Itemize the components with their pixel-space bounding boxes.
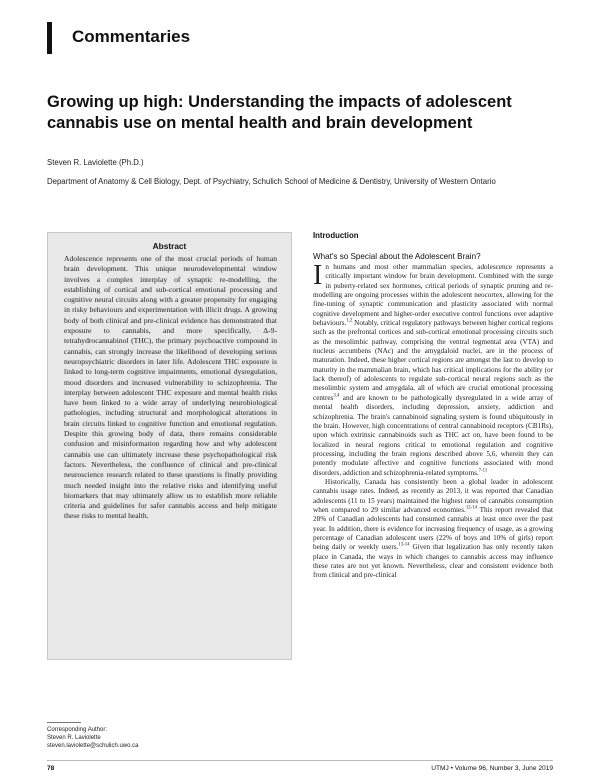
body-paragraph-2 xyxy=(313,478,553,581)
citation-ref: 13-14 xyxy=(398,542,410,548)
correspondence-email[interactable]: steven.laviolette@schulich.uwo.ca xyxy=(47,743,139,749)
section-marker-bar xyxy=(47,22,52,54)
abstract-box xyxy=(47,232,292,660)
author-affiliation: Department of Anatomy & Cell Biology, Dept. of Psychiatry, Schulich School of Medicine & Dentistry, University of Western Ontario xyxy=(47,177,496,186)
drop-cap: I xyxy=(313,260,323,291)
author-name: Steven R. Laviolette (Ph.D.) xyxy=(47,158,144,167)
page-number: 78 xyxy=(47,765,55,772)
body-column xyxy=(313,260,553,581)
body-paragraph-1 xyxy=(313,260,553,478)
body-text: This report revealed that 28% of Canadian adolescents had consumed cannabis at least once over the past year. In addition, there is evidence for increasing frequency of usage, as a growing percentage of Canadian adolescent users (22% of boys and 10% of girls) report being daily or weekly users. xyxy=(313,505,553,552)
subsection-heading: What's so Special about the Adolescent Brain? xyxy=(313,252,481,261)
citation-ref: 7-11 xyxy=(478,468,488,474)
article-title: Growing up high: Understanding the impacts of adolescent cannabis use on mental health and brain development xyxy=(47,93,512,132)
body-text: Notably, critical regulatory pathways between higher cortical regions such as the prefrontal cortices and sub-cortical emotional processing circuits such as the mesolimbic pathway, comprising the ventral tegmental area (VTA) and nucleus accumbens (NAc) and the amygdaloid nuclei, are in the process of maturation. Indeed, these higher cortical regions are amongst the last to develop to maturity in the mammalian brain, which has critical implications for the ability (or lack thereof) of adolescents to regulate sub-cortical neural regions such as the mesolimbic system and amygdala, all of which are crucial emotional processing centres xyxy=(313,319,553,402)
body-text: n humans and most other mammalian species, adolescence represents a critically important window for brain development. Combined with the surge in puberty-related sex hormones, critical periods of synaptic pruning and re-modelling are ongoing processes within the adolescent neocortex, allowing for the fine-tuning of synaptic communication and plasticity associated with normal cognitive development and higher-order executive control functions over adaptive behaviours. xyxy=(313,263,553,328)
body-text: Historically, Canada has consistently been a global leader in adolescent cannabis usage rates. Indeed, as recently as 2013, it was reported that Canadian adolescents (11 to 15 years) maintained the highest rates of cannabis consumption when compared to 29 similar advanced economies. xyxy=(313,477,553,514)
correspondence-name: Steven R. Laviolette xyxy=(47,735,101,741)
body-text: and are known to be pathologically dysregulated in a wide array of mental health disorders, including depression, anxiety, addiction and schizophrenia. The brain's cannabinoid signaling system is found ubiquitously in the brain. However, high concentrations of central cannabinoid receptors (CB1Rs), upon which extrinsic cannabinoids such as THC act on, have been found to be localized in neural regions critical to emotional regulation and cognitive processing, including the brain regions described above 5,6, wherein they can potently modulate affective and cognitive functions associated with mood disorders, addiction and schizophrenia-related symptoms. xyxy=(313,393,553,477)
correspondence-rule xyxy=(47,722,81,723)
correspondence-label: Corresponding Author: xyxy=(47,727,108,733)
intro-heading: Introduction xyxy=(313,231,359,240)
abstract-heading: Abstract xyxy=(152,241,187,251)
citation-ref: 1,2 xyxy=(346,318,353,324)
journal-citation: UTMJ • Volume 96, Number 3, June 2019 xyxy=(431,765,553,772)
abstract-text: Adolescence represents one of the most crucial periods of human brain development. This unique neurodevelopmental window involves a complex interplay of synaptic re-modelling, the establishing of cortical and sub-cortical emotional processing and cognitive neural circuits along with a greater propensity for engaging in risky behaviours and experimentation with illicit drugs. A growing body of both clinical and pre-clinical evidence has demonstrated that exposure to cannabis, and more specifically, Δ-9-tetrahydrocannabinol (THC), the primary psychoactive compound in cannabis, can strongly increase the likelihood of developing serious neuropsychiatric disorders in later life. Adolescent THC exposure is linked to long-term cognitive impairments, emotional dysregulation, mood disorders and increased vulnerability to schizophrenia. The interplay between adolescent THC exposure and mental health risks have been linked to a wide array of underlying neurobiological pathologies, including structural and morphological alterations in brain circuits linked to cognitive function and emotional regulation. Despite this growing body of data, there remains considerable confusion and misinformation regarding how and why adolescent cannabis use can ultimately increase these psychopathological risk factors. Nevertheless, the confluence of clinical and pre-clinical neuroscience research related to these questions is finally providing much needed insight into the relative risks and identifying useful biomarkers that may ultimately allow us to establish more reliable criteria and guidelines for safer cannabis access and help mitigate these risks to mental health. xyxy=(64,254,277,521)
correspondence-block xyxy=(47,726,138,750)
section-label: Commentaries xyxy=(72,27,191,46)
citation-ref: 12-14 xyxy=(465,505,478,511)
citation-ref: 3,4 xyxy=(333,393,340,399)
footer-rule xyxy=(47,760,553,761)
body-text: Given that legalization has only recently taken place in Canada, the ways in which changes to cannabis access may influence these rates are not yet known. Nevertheless, clear and consistent evidence both from clinical and pre-clinical xyxy=(313,543,553,580)
